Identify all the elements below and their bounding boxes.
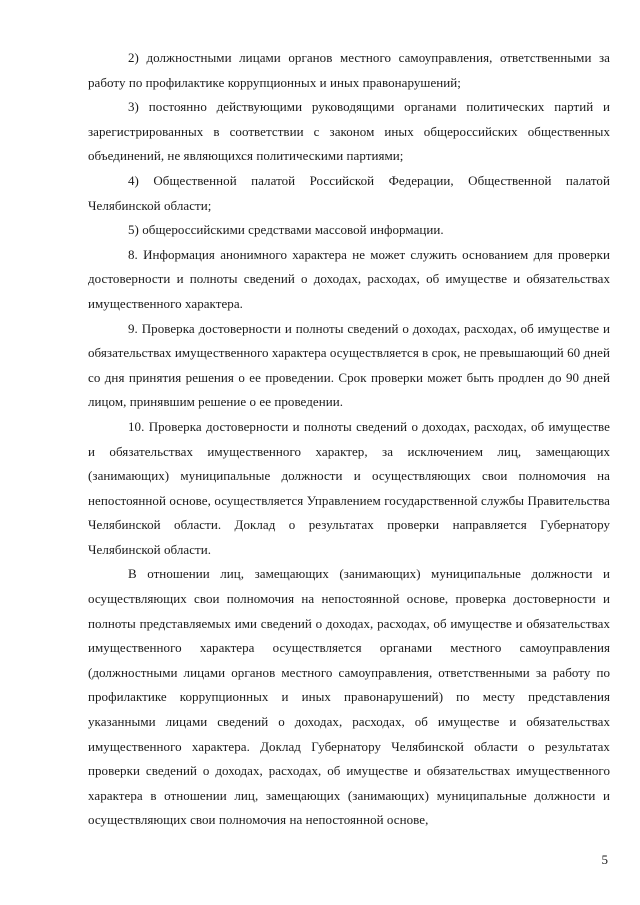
paragraph-clause-10-continued: В отношении лиц, замещающих (занимающих) муниципальные должности и осуществляющих свои полномочия на непостоянной основе, проверка достоверности и полноты представляемых ими сведений о доходах, расходах, об имуществе и обязательствах имущественного характера осуществляется органами местного самоуправления (должностными лицами органов местного самоуправления, ответственными за работу по профилактике коррупционных и иных правонарушений) по месту представления указанными лицами сведений о доходах, расходах, об имуществе и обязательствах имущественного характера. Доклад Губернатору Челябинской области о результатах проверки сведений о доходах, расходах, об имуществе и обязательствах имущественного характера в отношении лиц, замещающих (занимающих) муниципальные должности и осуществляющих свои полномочия на непостоянной основе, [88,566,610,828]
paragraph-item-4: 4) Общественной палатой Российской Федерации, Общественной палатой Челябинской области; [88,172,610,213]
paragraph-item-2: 2) должностными лицами органов местного самоуправления, ответственными за работу по профилактике коррупционных и иных правонарушений; [88,50,610,90]
paragraph-clause-9: 9. Проверка достоверности и полноты сведений о доходах, расходах, об имуществе и обязательствах имущественного характера осуществляется в срок, не превышающий 60 дней со дня принятия решения о ее проведении. Срок проверки может быть продлен до 90 дней лицом, принявшим решение о ее проведении. [88,320,610,410]
paragraph-item-5: 5) общероссийскими средствами массовой информации. [128,222,444,238]
document-page [88,46,610,833]
paragraph-clause-8: 8. Информация анонимного характера не может служить основанием для проверки достоверности и полноты сведений о доходах, расходах, об имуществе и обязательствах имущественного характера. [88,246,610,311]
paragraph-item-3: 3) постоянно действующими руководящими органами политических партий и зарегистрированных в соответствии с законом иных общероссийских общественных объединений, не являющихся политическими партиями; [88,99,610,164]
page-number: 5 [601,852,608,867]
paragraph-clause-10: 10. Проверка достоверности и полноты сведений о доходах, расходах, об имуществе и обязательствах имущественного характер, за исключением лиц, замещающих (занимающих) муниципальные должности и осуществляющих свои полномочия на непостоянной основе, осуществляется Управлением государственной службы Правительства Челябинской области. Доклад о результатах проверки направляется Губернатору Челябинской области. [88,418,610,557]
